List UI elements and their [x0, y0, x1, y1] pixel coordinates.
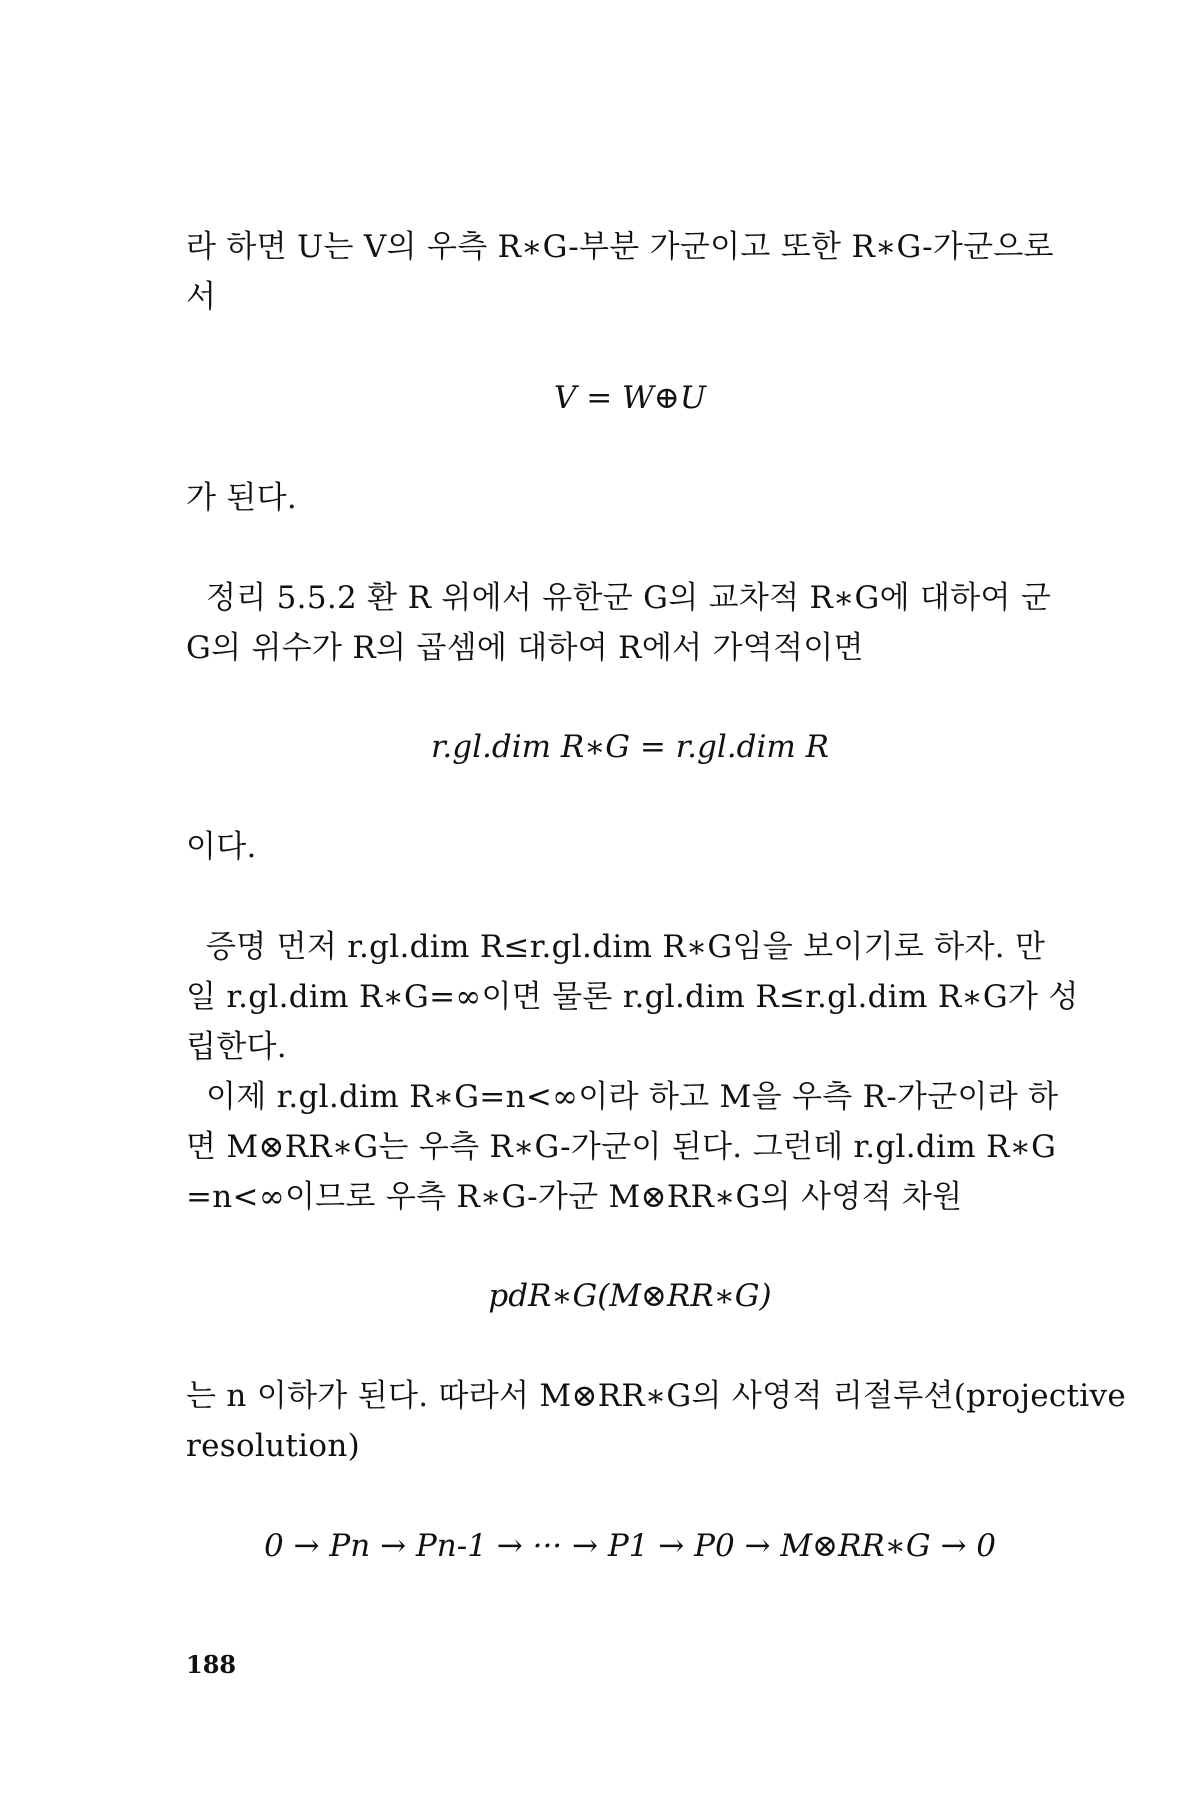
equation-global-dimension: r.gl.dim R∗G = r.gl.dim R — [431, 729, 829, 765]
page-number: 188 — [186, 1650, 237, 1679]
theorem-line-1: 정리 5.5.2 환 R 위에서 유한군 G의 교차적 R∗G에 대하여 군 — [206, 580, 1052, 616]
proof-line-2: 일 r.gl.dim R∗G=∞이면 물론 r.gl.dim R≤r.gl.dim R∗G가 성 — [186, 979, 1079, 1015]
proof-line-6: =n<∞이므로 우측 R∗G-가군 M⊗RR∗G의 사영적 차원 — [186, 1179, 963, 1215]
proof-line-5: 면 M⊗RR∗G는 우측 R∗G-가군이 된다. 그런데 r.gl.dim R∗G — [186, 1129, 1057, 1165]
equation-projective-dimension: pdR∗G(M⊗RR∗G) — [488, 1278, 772, 1314]
proof-line-7: 는 n 이하가 된다. 따라서 M⊗RR∗G의 사영적 리절루션(projective — [186, 1378, 1126, 1414]
text-line-1: 라 하면 U는 V의 우측 R∗G-부분 가군이고 또한 R∗G-가군으로 — [186, 229, 1054, 265]
text-line-3: 가 된다. — [186, 480, 298, 516]
text-line-2: 서 — [186, 279, 217, 315]
proof-line-4: 이제 r.gl.dim R∗G=n<∞이라 하고 M을 우측 R-가군이라 하 — [206, 1079, 1059, 1115]
proof-line-8: resolution) — [186, 1428, 361, 1464]
equation-direct-sum: V = W⊕U — [553, 380, 707, 416]
equation-projective-resolution: 0 → Pn → Pn-1 → ··· → P1 → P0 → M⊗RR∗G → 0 — [263, 1528, 997, 1564]
theorem-line-2: G의 위수가 R의 곱셈에 대하여 R에서 가역적이면 — [186, 630, 864, 666]
proof-line-3: 립한다. — [186, 1029, 287, 1065]
text-line-4: 이다. — [186, 829, 257, 865]
proof-line-1: 증명 먼저 r.gl.dim R≤r.gl.dim R∗G임을 보이기로 하자. 만 — [206, 929, 1046, 965]
